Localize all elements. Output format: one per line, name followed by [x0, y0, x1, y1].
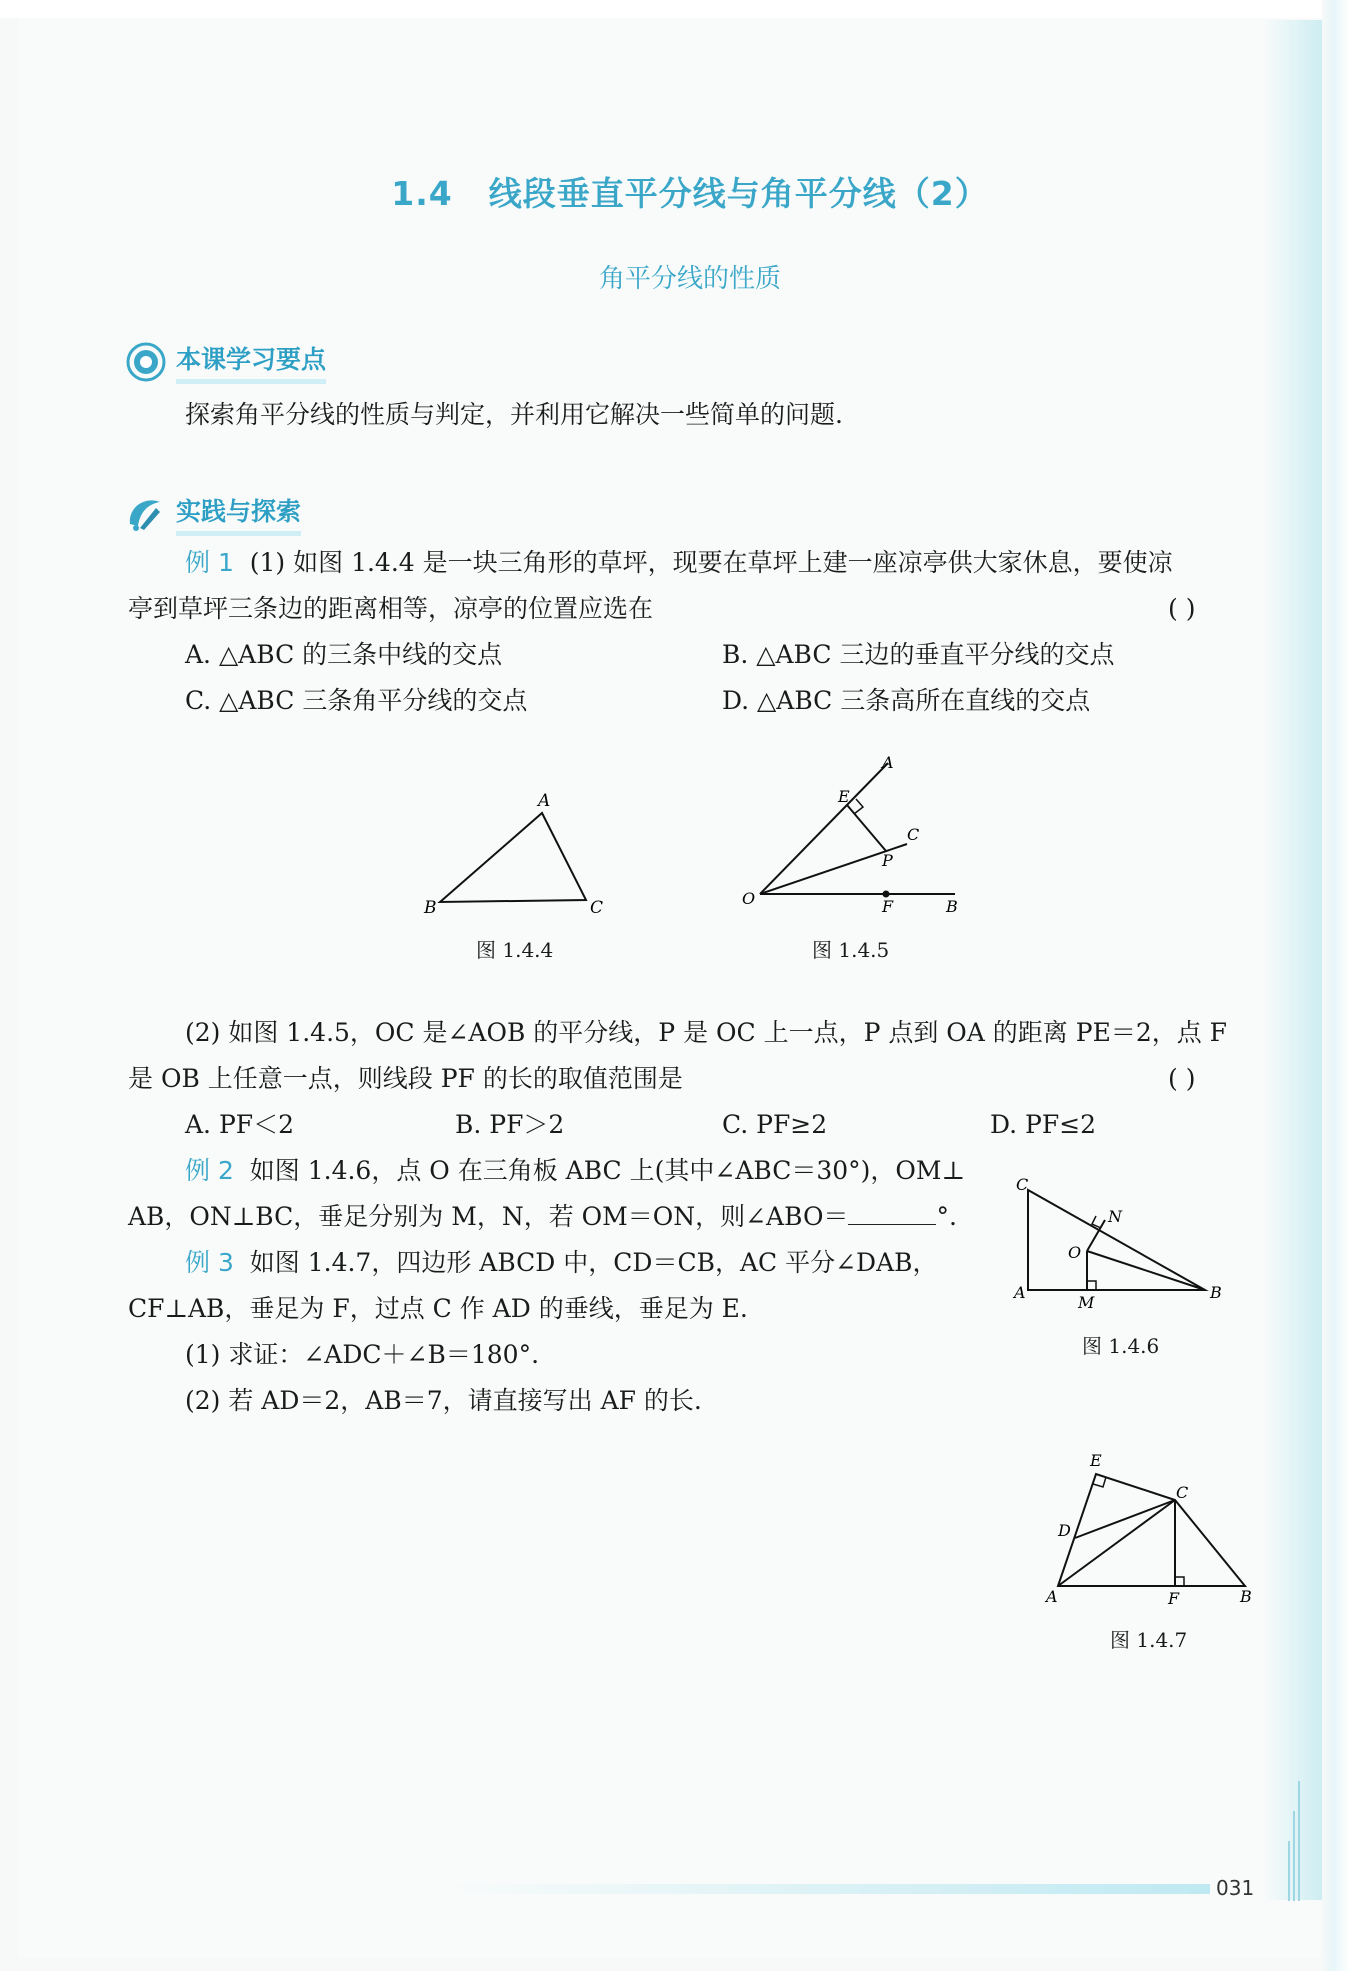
target-icon: [126, 342, 166, 382]
answer-blank[interactable]: [848, 1202, 936, 1225]
example2-line2: [128, 1202, 957, 1232]
label-b: B: [946, 897, 958, 916]
learning-points-title: 本课学习要点: [176, 340, 326, 384]
caption-1-4-4: 图 1.4.4: [476, 938, 554, 962]
answer-paren-2: ( ): [1168, 1064, 1196, 1093]
footer-bar: [440, 1884, 1210, 1894]
example3-line1: [185, 1248, 938, 1278]
caption-1-4-7: 图 1.4.7: [1110, 1628, 1188, 1652]
label-m: M: [1078, 1293, 1095, 1312]
label-o: O: [1068, 1243, 1082, 1262]
decorative-stripe: [1262, 20, 1322, 1900]
example3-q2: (2) 若 AD＝2，AB＝7，请直接写出 AF 的长.: [185, 1386, 702, 1415]
label-f: F: [1168, 1589, 1180, 1608]
page: [18, 18, 1322, 1958]
example2-text2: AB，ON⊥BC，垂足分别为 M，N，若 OM＝ON，则∠ABO＝: [128, 1202, 849, 1231]
label-a: A: [538, 791, 551, 811]
option-1d: D. △ABC 三条高所在直线的交点: [722, 686, 1091, 715]
label-b: B: [1240, 1587, 1252, 1606]
label-e: E: [838, 787, 850, 806]
caption-1-4-6: 图 1.4.6: [1082, 1334, 1160, 1358]
figure-1-4-6: [1008, 1170, 1238, 1320]
option-2a: A. PF＜2: [185, 1110, 295, 1139]
page-title: [0, 168, 1350, 215]
example2-line1: [185, 1156, 965, 1186]
right-angle-mark-m: [1087, 1281, 1096, 1290]
footer-decoration: [1288, 1781, 1304, 1901]
option-2b: B. PF＞2: [455, 1110, 565, 1139]
right-angle-mark-f: [1175, 1577, 1184, 1586]
label-a: A: [1014, 1283, 1026, 1302]
segment-ac: [1058, 1500, 1175, 1586]
label-o: O: [742, 889, 756, 908]
option-1b: B. △ABC 三边的垂直平分线的交点: [722, 640, 1115, 669]
page-right-edge: [1322, 0, 1350, 1971]
learning-points-text: 探索角平分线的性质与判定，并利用它解决一些简单的问题.: [185, 400, 843, 429]
segment-dc: [1075, 1500, 1175, 1538]
page-top-edge: [0, 0, 1350, 18]
example1-label: 例 1: [185, 548, 234, 577]
pen-icon: [126, 494, 166, 534]
caption-1-4-5: 图 1.4.5: [812, 938, 890, 962]
label-n: N: [1108, 1207, 1122, 1226]
page-number: 031: [1216, 1876, 1255, 1900]
option-1c: C. △ABC 三条角平分线的交点: [185, 686, 528, 715]
label-d: D: [1058, 1521, 1071, 1540]
learning-points-heading: [126, 340, 326, 384]
figure-1-4-7: [1030, 1444, 1260, 1614]
option-2d: D. PF≤2: [990, 1110, 1097, 1139]
practice-title: 实践与探索: [176, 492, 301, 536]
right-angle-mark: [854, 799, 863, 814]
example3-text1: 如图 1.4.7，四边形 ABCD 中，CD＝CB，AC 平分∠DAB，: [249, 1248, 938, 1277]
label-b: B: [1210, 1283, 1222, 1302]
section-title: 线段垂直平分线与角平分线（2）: [488, 174, 989, 213]
label-b: B: [424, 898, 437, 918]
figure-1-4-5: [730, 752, 970, 932]
answer-paren-1: ( ): [1168, 594, 1196, 623]
example1-q2-line2: 是 OB 上任意一点，则线段 PF 的长的取值范围是: [128, 1064, 683, 1093]
page-subtitle: 角平分线的性质: [598, 264, 781, 294]
label-c: C: [907, 825, 920, 844]
example1-q2-line1: (2) 如图 1.4.5，OC 是∠AOB 的平分线，P 是 OC 上一点，P 点到 OA 的距离 PE＝2，点 F: [185, 1018, 1228, 1047]
quadrilateral-aecb: [1058, 1474, 1245, 1586]
label-a: A: [1046, 1587, 1058, 1606]
example2-label: 例 2: [185, 1156, 234, 1185]
option-2c: C. PF≥2: [722, 1110, 828, 1139]
example3-label: 例 3: [185, 1248, 234, 1277]
option-1a: A. △ABC 的三条中线的交点: [185, 640, 503, 669]
example1-q1-line1: (1) 如图 1.4.4 是一块三角形的草坪，现要在草坪上建一座凉亭供大家休息，要使凉: [249, 548, 1173, 577]
section-number: 1.4: [391, 174, 453, 213]
label-c: C: [1176, 1483, 1189, 1502]
example1-line1: [185, 548, 1173, 578]
label-c: C: [1016, 1175, 1029, 1194]
label-c: C: [590, 898, 604, 918]
example3-line2: CF⊥AB，垂足为 F，过点 C 作 AD 的垂线，垂足为 E.: [128, 1294, 748, 1323]
example2-text1: 如图 1.4.6，点 O 在三角板 ABC 上(其中∠ABC＝30°)，OM⊥: [249, 1156, 966, 1185]
triangle-abc: [1028, 1190, 1205, 1290]
label-f: F: [882, 897, 894, 916]
ray-oa: [760, 763, 888, 894]
label-a: A: [882, 753, 894, 772]
practice-heading: [126, 492, 301, 536]
figure-1-4-4: [410, 790, 610, 920]
example2-degree: °.: [936, 1202, 957, 1231]
segment-pe: [847, 805, 886, 851]
triangle-abc: [440, 813, 586, 902]
label-e: E: [1090, 1451, 1102, 1470]
label-p: P: [882, 851, 893, 870]
example3-q1: (1) 求证：∠ADC＋∠B＝180°.: [185, 1340, 540, 1369]
example1-q1-line2: 亭到草坪三条边的距离相等，凉亭的位置应选在: [128, 594, 654, 623]
